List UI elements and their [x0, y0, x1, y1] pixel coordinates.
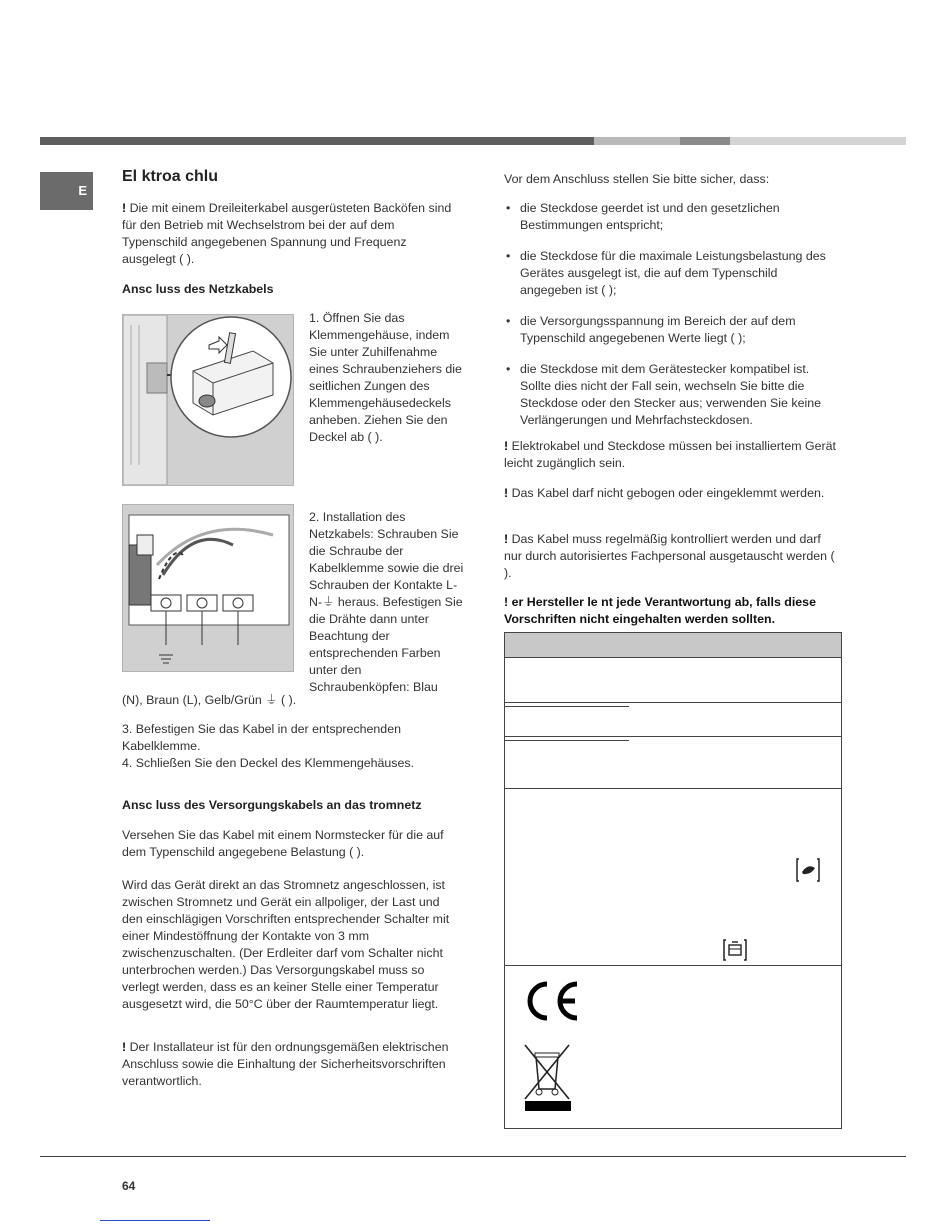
- page-number: 64: [122, 1179, 136, 1193]
- step-4-text: 4. Schließen Sie den Deckel des Klemmengehäuses.: [122, 756, 415, 770]
- wiring-drawing: [123, 505, 293, 671]
- header-bar-mid: [680, 137, 730, 145]
- checklist-intro: Vor dem Anschluss stellen Sie bitte sicher, dass:: [504, 172, 770, 186]
- table-divider: [505, 736, 841, 737]
- notice-mark: !: [122, 201, 127, 215]
- list-item: • die Steckdose für die maximale Leistungsbelastung des Gerätes ausgelegt ist, die auf dem Typenschild angegeben ist ( );: [504, 248, 838, 299]
- note-accessible: ! Elektrokabel und Steckdose müssen bei installiertem Gerät leicht zugänglich sein.: [504, 439, 836, 470]
- footer-link-underline[interactable]: [100, 1220, 210, 1221]
- direct-connection-paragraph: Wird das Gerät direkt an das Stromnetz angeschlossen, ist zwischen Stromnetz und Gerät ein allpoliger, der Last und den einschlägigen Vorschriften entsprechender Schalter mit einer Mindestöffnung der Kontakte von 3 mm zwischenzuschalten. (Der Erdleiter darf vom Schalter nicht unterbrochen werden.) Das Versorgungskabel muss so verlegt werden, dass es an keiner Stelle einer Temperatur ausgesetzt wird, die 50°C über der Raumtemperatur liegt.: [122, 878, 450, 1011]
- notice-mark: !: [122, 1040, 127, 1054]
- list-item: • die Steckdose geerdet ist und den gesetzlichen Bestimmungen entspricht;: [504, 200, 838, 234]
- data-plate-table: [504, 632, 842, 1129]
- notice-mark: !: [504, 439, 509, 453]
- table-divider: [505, 740, 629, 741]
- terminal-box-figure: [122, 314, 294, 486]
- header-bar-dark: [40, 137, 594, 145]
- page-title: El ktroa chlu: [122, 168, 219, 185]
- table-divider: [505, 965, 841, 966]
- table-divider: [505, 706, 629, 707]
- checklist: [504, 200, 838, 443]
- ce-mark-icon: [523, 978, 583, 1024]
- table-divider: [505, 702, 841, 703]
- header-bar-pale: [730, 137, 906, 145]
- table-divider: [505, 788, 841, 789]
- terminal-box-drawing: [123, 315, 293, 485]
- installer-paragraph: ! Der Installateur ist für den ordnungsgemäßen elektrischen Anschluss sowie die Einhaltung der Sicherheitsvorschriften verantwortlich.: [122, 1040, 449, 1088]
- list-item: • die Versorgungsspannung im Bereich der auf dem Typenschild angegebenen Werte liegt ( );: [504, 313, 838, 347]
- wiring-figure: [122, 504, 294, 672]
- step-2-text: 2. Installation des Netzkabels: Schrauben Sie die Schraube der Kabelklemme sowie die drei Schrauben der Kontakte L-N-⏚ heraus. Befestigen Sie die Drähte dann unter Beachtung der entsprechenden Farben unter den Schraubenköpfen: Blau: [309, 510, 464, 694]
- language-tab[interactable]: E: [40, 172, 93, 210]
- note-not-bent: ! Das Kabel darf nicht gebogen oder eingeklemmt werden.: [504, 486, 825, 500]
- note-inspection: ! Das Kabel muss regelmäßig kontrolliert werden und darf nur durch autorisiertes Fachpersonal ausgetauscht werden ( ).: [504, 532, 835, 580]
- notice-mark: !: [504, 486, 509, 500]
- footer-rule: [40, 1156, 906, 1157]
- oven-function-icon: [723, 938, 747, 962]
- weee-bin-icon: [523, 1043, 573, 1111]
- header-bar-light: [594, 137, 680, 145]
- section-heading-netzkabel: Ansc luss des Netzkabels: [122, 282, 274, 296]
- list-item: • die Steckdose mit dem Gerätestecker kompatibel ist. Sollte dies nicht der Fall sein, wechseln Sie bitte die Steckdose oder den Stecker aus; verwenden Sie keine Verlängerungen und Mehrfachsteckdosen.: [504, 361, 838, 429]
- step-2-continuation: (N), Braun (L), Gelb/Grün ⏚ ( ).: [122, 693, 297, 707]
- intro-paragraph: ! Die mit einem Dreileiterkabel ausgerüsteten Backöfen sind für den Betrieb mit Wechselstrom bei der auf dem Typenschild angegebenen Spannung und Frequenz ausgelegt ( ).: [122, 201, 452, 266]
- liability-warning: ! er Hersteller le nt jede Verantwortung ab, falls diese Vorschriften nicht eingehalten werden sollten.: [504, 595, 816, 626]
- step-3-text: 3. Befestigen Sie das Kabel in der entsprechenden Kabelklemme.: [122, 722, 401, 753]
- notice-mark: !: [504, 532, 509, 546]
- notice-mark: !: [504, 595, 509, 609]
- step-1-text: 1. Öffnen Sie das Klemmengehäuse, indem Sie unter Zuhilfenahme eines Schraubenziehers die seitlichen Zungen des Klemmengehäusedeckels anheben. Ziehen Sie den Deckel ab ( ).: [309, 311, 462, 444]
- energy-label-icon: [795, 857, 821, 883]
- table-header: [505, 633, 841, 658]
- plug-paragraph: Versehen Sie das Kabel mit einem Normstecker für die auf dem Typenschild angegebene Belastung ( ).: [122, 828, 444, 859]
- section-heading-stromnetz: Ansc luss des Versorgungskabels an das tromnetz: [122, 798, 422, 812]
